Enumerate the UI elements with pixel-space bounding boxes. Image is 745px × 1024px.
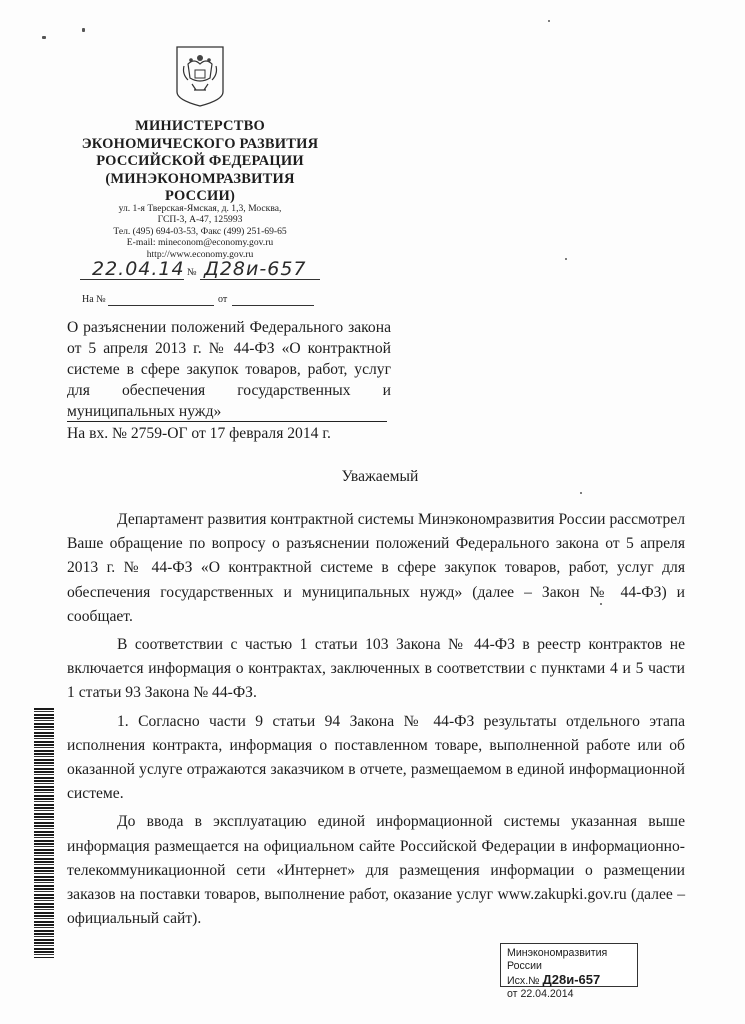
- coat-of-arms-icon: [174, 44, 226, 108]
- body-paragraph: Департамент развития контрактной системы Минэкономразвития России рассмотрел Ваше обращение по вопросу о разъяснении положений Федерального закона от 5 апреля 2013 г. № 44-ФЗ «О контрактной системе в сфере закупок товаров, работ, услуг для обеспечения государственных и муниципальных нужд» (далее – Закон № 44-ФЗ) и сообщает.: [67, 511, 685, 625]
- handwritten-date: 22.04.14: [92, 258, 185, 280]
- reply-to-line: [82, 292, 322, 308]
- address-line: ул. 1-я Тверская-Ямская, д. 1,3, Москва,: [118, 203, 282, 214]
- outgoing-stamp: [500, 943, 638, 1000]
- reply-from-label: от: [218, 294, 228, 305]
- reply-date-blank: [232, 305, 314, 306]
- scan-speck: [565, 258, 567, 260]
- number-underline: [200, 279, 320, 280]
- number-sign: №: [187, 267, 197, 278]
- incoming-reference: На вх. № 2759-ОГ от 17 февраля 2014 г.: [67, 425, 331, 442]
- stamp-org: Минэкономразвития России: [507, 947, 608, 972]
- letter-subject: О разъяснении положений Федерального закона от 5 апреля 2013 г. № 44-ФЗ «О контрактной системе в сфере закупок товаров, работ, услуг для обеспечения государственных и муниципальных нужд»: [67, 319, 391, 420]
- ministry-line: РОССИЙСКОЙ ФЕДЕРАЦИИ: [96, 153, 304, 169]
- barcode-icon: [34, 708, 54, 958]
- handwritten-number: Д28и-657: [204, 258, 307, 280]
- stamp-number-line: [507, 973, 631, 988]
- date-underline: [80, 279, 184, 280]
- body-paragraph: В соответствии с частью 1 статьи 103 Закона № 44-ФЗ в реестр контрактов не включается информация о контрактах, заключенных в соответствии с пунктами 4 и 5 части 1 статьи 93 Закона № 44-ФЗ.: [67, 636, 685, 702]
- stamp-out-number: Д28и-657: [542, 972, 601, 987]
- greeting: Уважаемый: [341, 468, 419, 485]
- scan-speck: [82, 28, 85, 32]
- stamp-out-label: Исх.№: [507, 975, 540, 987]
- reply-to-label: На №: [82, 294, 106, 305]
- stamp-date: от 22.04.2014: [507, 988, 574, 1000]
- ministry-address: [70, 203, 330, 260]
- ministry-title: [70, 118, 330, 206]
- subject-divider: [67, 421, 387, 422]
- letter-body: [67, 508, 685, 935]
- ministry-line: ЭКОНОМИЧЕСКОГО РАЗВИТИЯ: [81, 135, 319, 152]
- scan-speck: [548, 20, 550, 22]
- address-line: Тел. (495) 694-03-53, Факс (499) 251-69-65: [113, 225, 287, 237]
- body-paragraph: До ввода в эксплуатацию единой информационной системы указанная выше информация размещается на официальном сайте Российской Федерации в информационно-телекоммуникационной сети «Интернет» для размещения информации о размещении заказов на поставки товаров, выполнение работ, оказание услуг www.zakupki.gov.ru (далее – официальный сайт).: [67, 813, 685, 928]
- ministry-line: МИНИСТЕРСТВО: [135, 118, 265, 134]
- body-paragraph: 1. Согласно части 9 статьи 94 Закона № 44-ФЗ результаты отдельного этапа исполнения контракта, информация о поставленном товаре, выполненной работе или об оказанной услуге отражаются заказчиком в отчете, размещаемом в единой информационной системе.: [67, 712, 685, 803]
- ministry-short-name: (МИНЭКОНОМРАЗВИТИЯ РОССИИ): [105, 170, 295, 204]
- reply-number-blank: [108, 305, 214, 306]
- scan-speck: [580, 492, 582, 494]
- registration-line: [80, 258, 320, 282]
- address-line: ГСП-3, А-47, 125993: [157, 214, 243, 226]
- email-line: E-mail: mineconom@economy.gov.ru: [126, 237, 274, 249]
- scan-speck: [42, 36, 46, 39]
- website-line: http://www.economy.gov.ru: [146, 248, 254, 260]
